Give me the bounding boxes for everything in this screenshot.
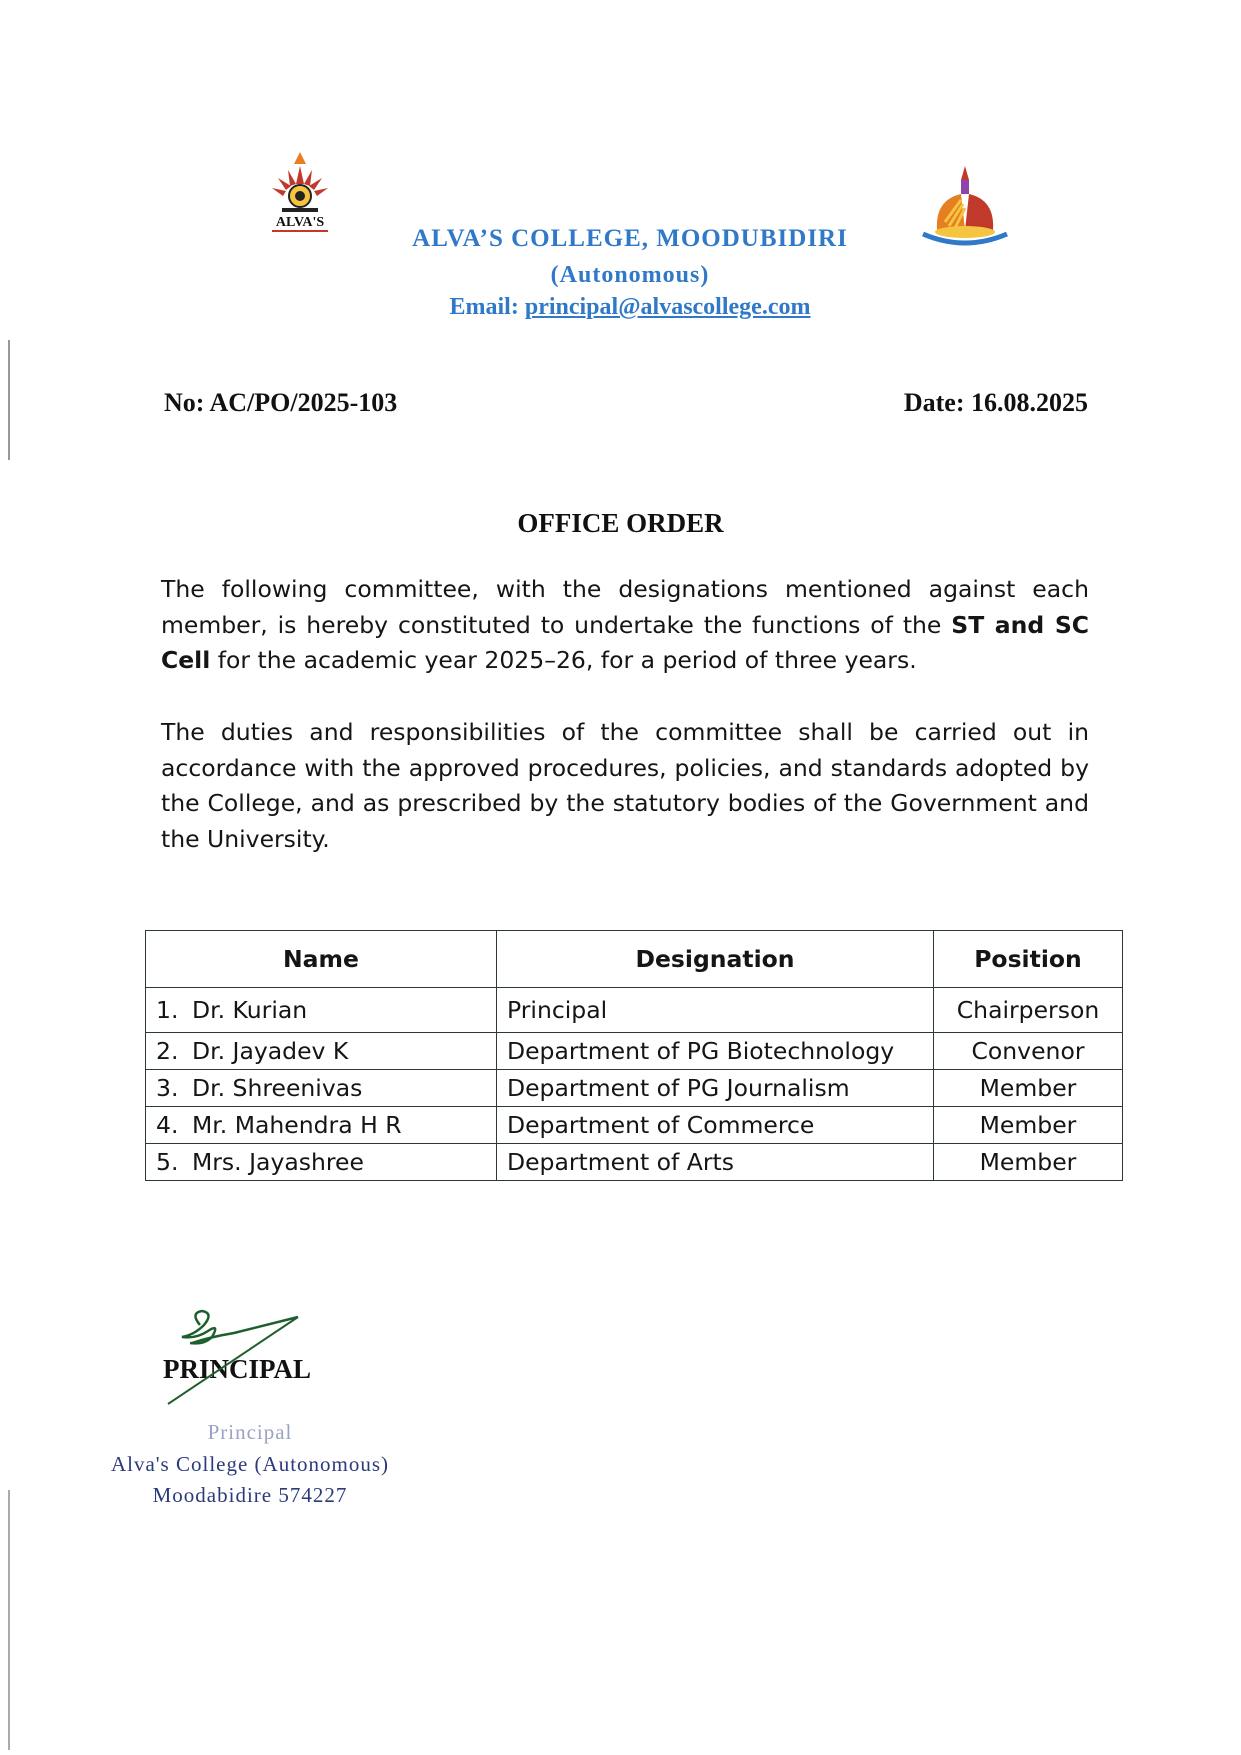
table-row	[146, 1070, 1123, 1107]
member-name-cell	[146, 1144, 497, 1181]
row-number: 2.	[156, 1037, 179, 1065]
paragraph-text: The following committee, with the designations mentioned against each member, is hereby constituted to undertake the functions of the	[161, 575, 1089, 639]
member-name-cell	[146, 1033, 497, 1070]
stamp-line-1: Principal	[207, 1420, 293, 1444]
member-name: Mr. Mahendra H R	[192, 1111, 402, 1139]
member-name-cell	[146, 988, 497, 1033]
member-position: Convenor	[934, 1033, 1123, 1070]
member-position: Chairperson	[934, 988, 1123, 1033]
cell-name-bold: ST and SC Cell	[161, 610, 1089, 674]
member-position: Member	[934, 1107, 1123, 1144]
college-email-line	[200, 294, 1060, 321]
college-name: ALVA’S COLLEGE, MOODUBIDIRI	[412, 225, 848, 252]
scan-edge-mark	[8, 340, 10, 460]
paragraph-text: for the academic year 2025–26, for a period of three years.	[210, 646, 917, 674]
table-row	[146, 1107, 1123, 1144]
member-name-cell	[146, 1107, 497, 1144]
column-header-name: Name	[146, 931, 497, 988]
committee-table	[145, 930, 1123, 1181]
member-position: Member	[934, 1070, 1123, 1107]
column-header-position: Position	[934, 931, 1123, 988]
table-header-row	[146, 931, 1123, 988]
row-number: 4.	[156, 1111, 179, 1139]
table-row	[146, 1033, 1123, 1070]
member-designation: Department of Commerce	[497, 1107, 934, 1144]
college-status: (Autonomous)	[550, 262, 710, 288]
table-row	[146, 1144, 1123, 1181]
stamp-line-2: Alva's College (Autonomous)	[110, 1452, 390, 1476]
member-designation: Principal	[497, 988, 934, 1033]
logo-wordmark: ALVA'S	[275, 215, 325, 230]
scan-edge-mark	[8, 1490, 10, 1750]
table-row	[146, 988, 1123, 1033]
member-position: Member	[934, 1144, 1123, 1181]
row-number: 5.	[156, 1148, 179, 1176]
member-name: Dr. Shreenivas	[192, 1074, 363, 1102]
document-title: OFFICE ORDER	[517, 508, 724, 538]
email-label: Email:	[449, 294, 519, 320]
column-header-designation: Designation	[497, 931, 934, 988]
order-paragraph-1	[161, 572, 1089, 679]
email-link[interactable]: principal@alvascollege.com	[524, 294, 811, 320]
member-name: Dr. Jayadev K	[192, 1037, 349, 1065]
signatory-title: PRINCIPAL	[163, 1354, 311, 1384]
member-name-cell	[146, 1070, 497, 1107]
stamp-line-3: Moodabidire 574227	[152, 1483, 348, 1507]
member-name: Mrs. Jayashree	[192, 1148, 364, 1176]
signature-mark	[160, 1303, 310, 1408]
row-number: 3.	[156, 1074, 179, 1102]
member-name: Dr. Kurian	[192, 996, 308, 1024]
member-designation: Department of Arts	[497, 1144, 934, 1181]
reference-number: No: AC/PO/2025-103	[164, 388, 398, 417]
member-designation: Department of PG Journalism	[497, 1070, 934, 1107]
order-paragraph-2: The duties and responsibilities of the committee shall be carried out in accordance with the approved procedures, policies, and standards adopted by the College, and as prescribed by the statutory bodies of the Government and the University.	[161, 718, 1089, 853]
order-date: Date: 16.08.2025	[903, 388, 1088, 417]
row-number: 1.	[156, 996, 179, 1024]
member-designation: Department of PG Biotechnology	[497, 1033, 934, 1070]
